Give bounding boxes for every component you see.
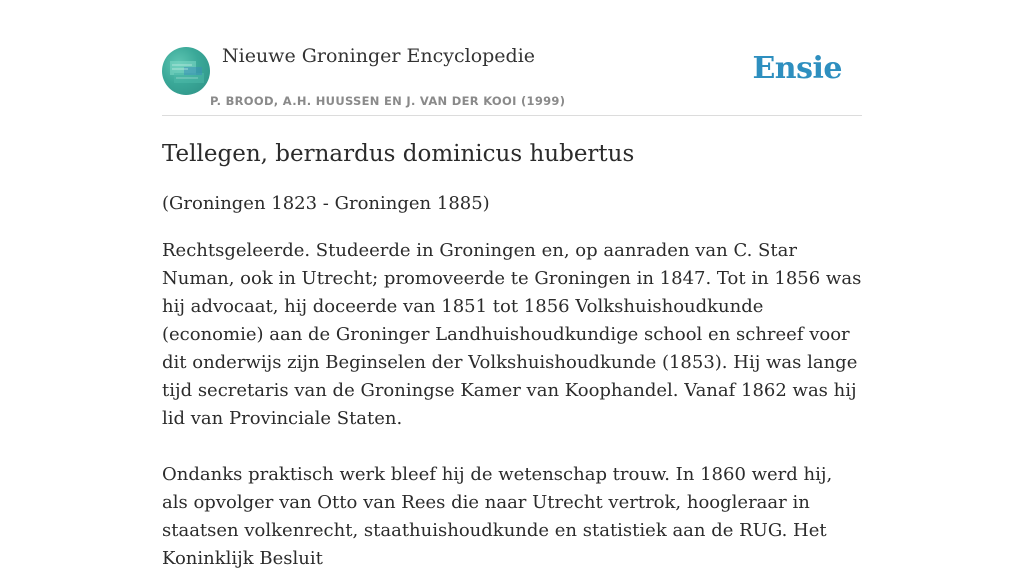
encyclopedia-authors: P. BROOD, A.H. HUUSSEN EN J. VAN DER KOOI (1999) [210,94,566,108]
ensie-logo[interactable]: Ensie [752,51,842,86]
site-header [162,40,862,116]
cover-image [162,47,210,95]
entry-paragraph: Rechtsgeleerde. Studeerde in Groningen en, op aanraden van C. Star Numan, ook in Utrecht; promoveerde te Groningen in 1847. Tot in 1856 was hij advocaat, hij doceerde van 1851 tot 1856 Volkshuishoudkunde (economie) aan de Groninger Landhuishoudkundige school en schreef voor dit onderwijs zijn Beginselen der Volkshuishoudkunde (1853). Hij was lange tijd secretaris van de Groningse Kamer van Koophandel. Vanaf 1862 was hij lid van Provinciale Staten. [162,240,862,429]
entry-content [162,138,862,573]
entry-title: Tellegen, bernardus dominicus hubertus [162,141,635,167]
entry-paragraph: Ondanks praktisch werk bleef hij de wetenschap trouw. In 1860 werd hij, als opvolger van Otto van Rees die naar Utrecht vertrok, hoogleraar in staatsen volkenrecht, staathuishoudkunde en statistiek aan de RUG. Het Koninklijk Besluit [162,464,833,569]
encyclopedia-cover-thumbnail[interactable] [162,47,210,95]
entry-lifespan: (Groningen 1823 - Groningen 1885) [162,193,490,214]
encyclopedia-title[interactable]: Nieuwe Groninger Encyclopedie [222,45,536,67]
